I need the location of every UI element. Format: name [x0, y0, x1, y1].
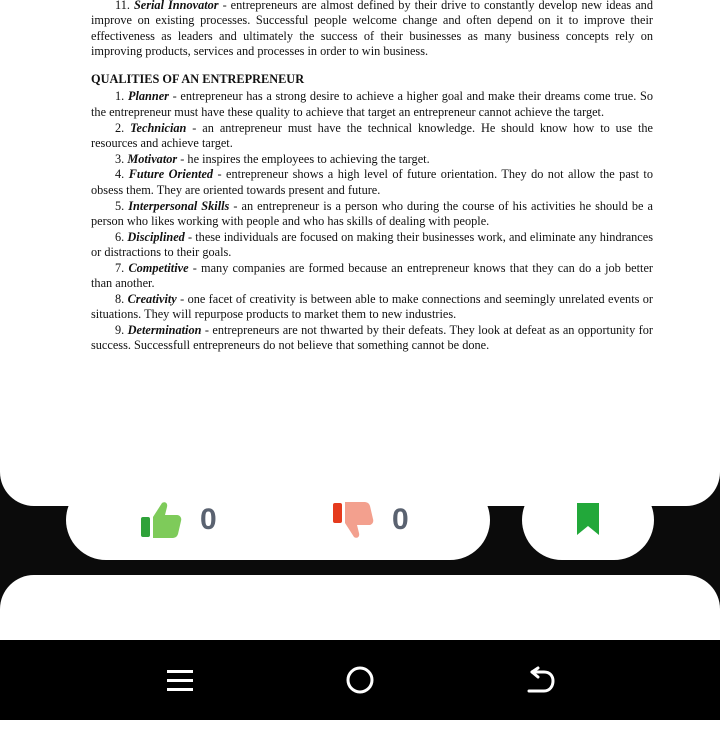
- list-item: 3. Motivator - he inspires the employees to achieving the target.: [115, 151, 430, 166]
- list-item: 6. Disciplined - these individuals are focused on making their businesses work, and eliminate any hindrances or distractions to their goals.: [91, 229, 653, 259]
- dislike-count: 0: [392, 503, 409, 536]
- list-item: 9. Determination - entrepreneurs are not thwarted by their defeats. They look at defeat as an opportunity for success. Successfull entrepreneurs do not believe that something cannot be done.: [91, 322, 653, 353]
- system-navigation-bar: [0, 640, 720, 720]
- like-button[interactable]: [140, 500, 217, 540]
- vote-bar: [66, 480, 490, 560]
- dislike-button[interactable]: [332, 500, 409, 540]
- list-item: 2. Technician - an antrepreneur must have the technical knowledge. He should know how to use the resources and achieve target.: [91, 120, 653, 150]
- menu-icon[interactable]: [164, 664, 196, 696]
- thumbs-down-icon: [332, 500, 374, 540]
- list-item: 4. Future Oriented - entrepreneur shows a high level of future orientation. They do not allow the past to obsess them. They are oriented towards present and future.: [91, 167, 653, 197]
- document-content: [91, 0, 653, 354]
- bookmark-button[interactable]: [522, 480, 654, 560]
- bookmark-icon: [576, 502, 600, 536]
- list-item: 11. Serial Innovator - entrepreneurs are almost defined by their drive to constantly develop new ideas and improve on existing processes. Successful people welcome change and often depend on it to improve their effectiveness as leaders and ultimately the success of their businesses as many business concepts rely on improving products, services and processes in order to win business.: [91, 0, 653, 58]
- list-item: 5. Interpersonal Skills - an entrepreneur is a person who during the course of his activities he should be a person who likes working with people and who has skills of dealing with people.: [91, 198, 653, 228]
- thumbs-up-icon: [140, 500, 182, 540]
- section-heading: QUALITIES OF AN ENTREPRENEUR: [91, 72, 305, 87]
- back-icon[interactable]: [524, 664, 556, 696]
- list-item: 8. Creativity - one facet of creativity is between able to make connections and seemingly unrelated events or situations. They will repurpose products to market them to new industries.: [91, 291, 654, 322]
- like-count: 0: [200, 503, 217, 536]
- list-item: 7. Competitive - many companies are formed because an entrepreneur knows that they can do a job better than another.: [91, 260, 654, 291]
- list-item: 1. Planner - entrepreneur has a strong desire to achieve a higher goal and make their dreams come true. So the entrepreneur must have these quality to achieve that target an entrepreneur cannot achieve the target.: [91, 89, 654, 119]
- home-icon[interactable]: [344, 664, 376, 696]
